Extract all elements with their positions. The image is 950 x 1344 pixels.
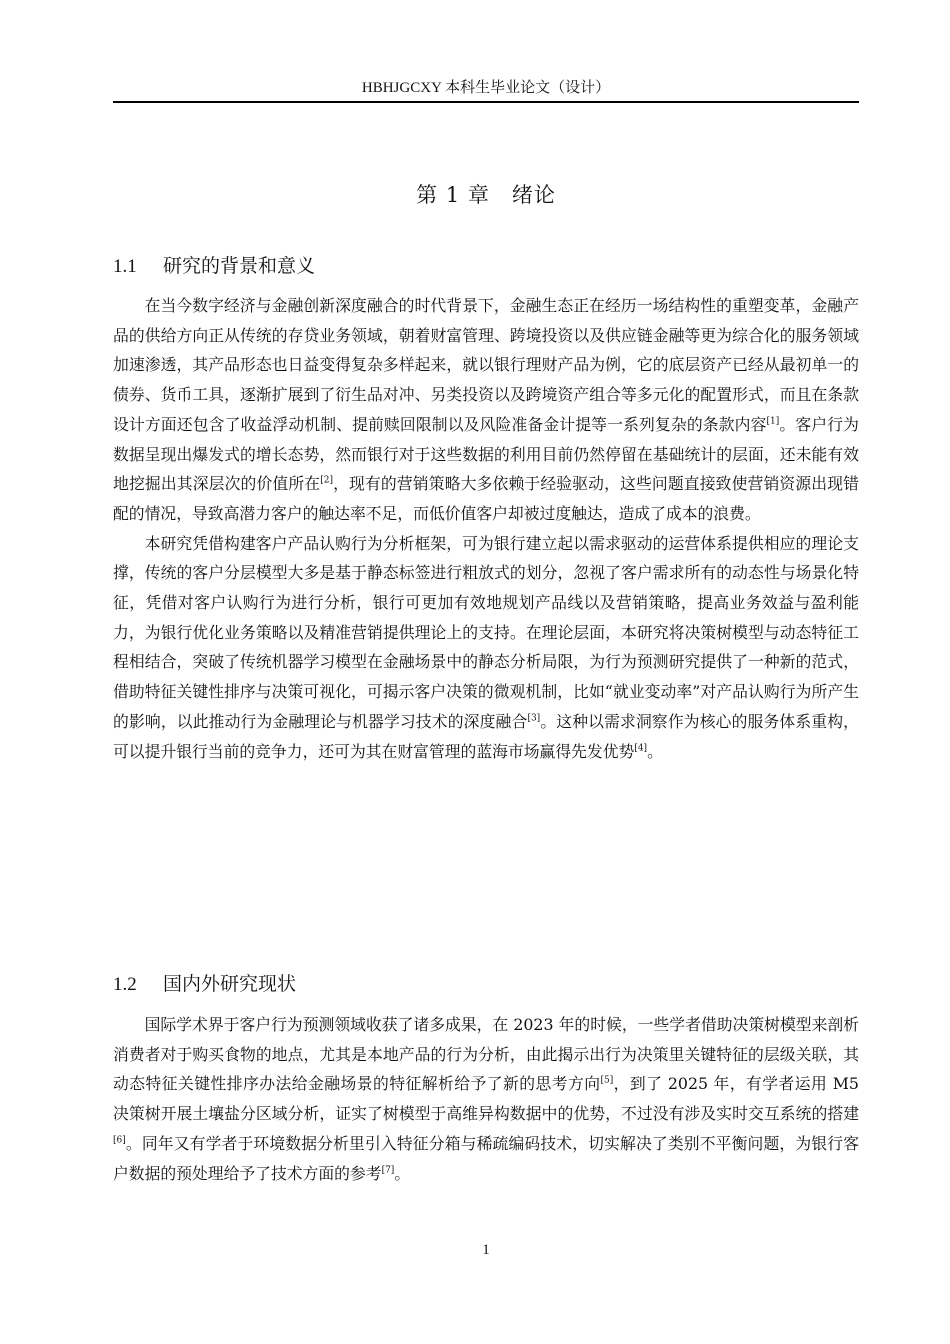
paragraph-text: 。同年又有学者于环境数据分析里引入特征分箱与稀疏编码技术，切实解决了类别不平衡问题，为银行客户数据的预处理给予了技术方面的参考 (113, 1133, 859, 1183)
citation-ref: [7] (381, 1165, 395, 1176)
body-paragraph (113, 1010, 859, 1188)
paragraph-text: 在当今数字经济与金融创新深度融合的时代背景下，金融生态正在经历一场结构性的重塑变革，金融产品的供给方向正从传统的存贷业务领域，朝着财富管理、跨境投资以及供应链金融等更为综合化的服务领域加速渗透，其产品形态也日益变得复杂多样起来，就以银行理财产品为例，它的底层资产已经从最初单一的债券、货币工具，逐渐扩展到了衍生品对冲、另类投资以及跨境资产组合等多元化的配置形式，而且在条款设计方面还包含了收益浮动机制、提前赎回限制以及风险准备金计提等一系列复杂的条款内容 (113, 296, 859, 434)
chapter-title: 第 1 章 绪论 (416, 183, 556, 207)
paragraph-text: 。 (647, 741, 663, 761)
page-number: 1 (482, 1242, 490, 1258)
paragraph-text: 国际学术界于客户行为预测领域收获了诸多成果，在 2023 年的时候，一些学者借助决策树模型来剖析消费者对于购买食物的地点，尤其是本地产品的行为分析，由此揭示出行为决策里关键特征的层级关联，其动态特征关键性排序办法给金融场景的特征解析给予了新的思考方向 (113, 1015, 859, 1094)
running-header: HBHJGCXY 本科生毕业论文（设计） (361, 80, 611, 96)
paragraph-text: 本研究凭借构建客户产品认购行为分析框架，可为银行建立起以需求驱动的运营体系提供相应的理论支撑，传统的客户分层模型大多是基于静态标签进行粗放式的划分，忽视了客户需求所有的动态性与场景化特征，凭借对客户认购行为进行分析，银行可更加有效地规划产品线以及营销策略，提高业务效益与盈利能力，为银行优化业务策略以及精准营销提供理论上的支持。在理论层面，本研究将决策树模型与动态特征工程相结合，突破了传统机器学习模型在金融场景中的静态分析局限，为行为预测研究提供了一种新的范式，借助特征关键性排序与决策可视化，可揭示客户决策的微观机制，比如“就业变动率”对产品认购行为所产生的影响，以此推动行为金融理论与机器学习技术的深度融合 (113, 533, 859, 731)
paragraph-text: ，现有的营销策略大多依赖于经验驱动，这些问题直接致使营销资源出现错配的情况，导致高潜力客户的触达率不足，而低价值客户却被过度触达，造成了成本的浪费。 (113, 474, 859, 523)
section-number: 1.2 (113, 974, 137, 995)
citation-ref: [1] (766, 416, 780, 427)
header-rule (113, 101, 859, 103)
paragraph-text: 。 (394, 1163, 411, 1183)
paragraph-text: ，到了 2025 年，有学者运用 M5 决策树开展土壤盐分区域分析，证实了树模型于高维异构数据中的优势，不过没有涉及实时交互系统的搭建 (113, 1074, 859, 1124)
citation-ref: [5] (600, 1076, 614, 1087)
section-1-1-body (113, 291, 859, 766)
section-heading-1-2 (113, 970, 859, 999)
paragraph-text: 。客户行为数据呈现出爆发式的增长态势，然而银行对于这些数据的利用目前仍然停留在基础统计的层面，还未能有效地挖掘出其深层次的价值所在 (113, 414, 859, 494)
citation-ref: [4] (634, 743, 648, 754)
citation-ref: [3] (527, 713, 541, 724)
section-title-text: 国内外研究现状 (163, 973, 297, 995)
paragraph-text: 。这种以需求洞察作为核心的服务体系重构，可以提升银行当前的竞争力，还可为其在财富管理的蓝海市场赢得先发优势 (113, 711, 859, 761)
citation-ref: [6] (113, 1135, 126, 1146)
section-1-2-body (113, 1010, 859, 1188)
section-title-text: 研究的背景和意义 (163, 255, 316, 277)
citation-ref: [2] (320, 475, 333, 486)
section-number: 1.1 (113, 256, 137, 277)
body-paragraph (113, 529, 859, 767)
section-heading-1-1 (113, 252, 859, 281)
body-paragraph (113, 291, 859, 529)
